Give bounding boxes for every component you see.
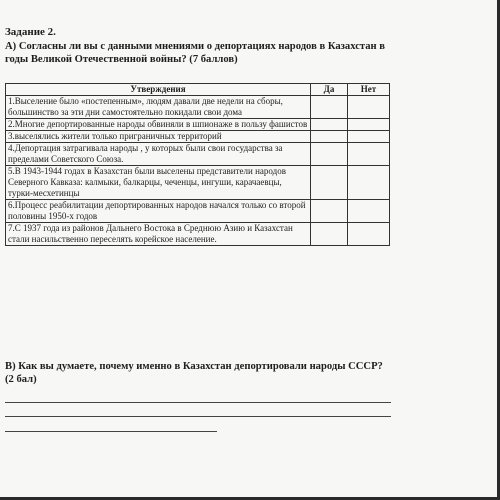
task-title: Задание 2. xyxy=(5,26,56,38)
header-statements: Утверждения xyxy=(6,84,311,96)
table-header-row xyxy=(6,84,390,96)
answer-yes-cell[interactable] xyxy=(311,223,348,246)
answer-line-1[interactable] xyxy=(5,402,391,403)
answer-line-3[interactable] xyxy=(5,431,217,432)
table-row xyxy=(6,166,390,200)
answer-yes-cell[interactable] xyxy=(311,166,348,200)
statement-cell: 4.Депортация затрагивала народы , у которых были свои государства за пределами Советского Союза. xyxy=(6,143,311,166)
answer-yes-cell[interactable] xyxy=(311,131,348,143)
table-row xyxy=(6,223,390,246)
statement-cell: 5.В 1943-1944 годах в Казахстан были выселены представители народов Северного Кавказа: калмыки, балкарцы, чеченцы, ингуши, карачаевцы, турки-месхетинцы xyxy=(6,166,311,200)
answer-no-cell[interactable] xyxy=(348,96,390,119)
answer-no-cell[interactable] xyxy=(348,143,390,166)
table-row xyxy=(6,131,390,143)
answer-no-cell[interactable] xyxy=(348,223,390,246)
answer-line-2[interactable] xyxy=(5,416,391,417)
answer-yes-cell[interactable] xyxy=(311,119,348,131)
table-row xyxy=(6,200,390,223)
table-row xyxy=(6,119,390,131)
statement-cell: 1.Выселение было «постепенным», людям давали две недели на сборы, большинство за эти дни самостоятельно покидали свои дома xyxy=(6,96,311,119)
answer-yes-cell[interactable] xyxy=(311,96,348,119)
statements-table xyxy=(5,83,390,246)
statement-cell: 3.выселялись жители только приграничных территорий xyxy=(6,131,311,143)
table-row xyxy=(6,96,390,119)
answer-yes-cell[interactable] xyxy=(311,200,348,223)
header-yes: Да xyxy=(311,84,348,96)
statement-cell: 7.С 1937 года из районов Дальнего Востока в Среднюю Азию и Казахстан стали насильственно переселять корейское население. xyxy=(6,223,311,246)
question-a: А) Согласны ли вы с данными мнениями о депортациях народов в Казахстан в годы Великой Отечественной войны? (7 баллов) xyxy=(5,41,386,65)
question-b: В) Как вы думаете, почему именно в Казахстан депортировали народы СССР? (2 бал) xyxy=(5,361,383,385)
statement-cell: 6.Процесс реабилитации депортированных народов начался только со второй половины 1950-х годов xyxy=(6,200,311,223)
answer-no-cell[interactable] xyxy=(348,166,390,200)
header-no: Нет xyxy=(348,84,390,96)
answer-yes-cell[interactable] xyxy=(311,143,348,166)
answer-no-cell[interactable] xyxy=(348,131,390,143)
table-row xyxy=(6,143,390,166)
answer-no-cell[interactable] xyxy=(348,119,390,131)
answer-no-cell[interactable] xyxy=(348,200,390,223)
statement-cell: 2.Многие депортированные народы обвиняли в шпионаже в пользу фашистов xyxy=(6,119,311,131)
